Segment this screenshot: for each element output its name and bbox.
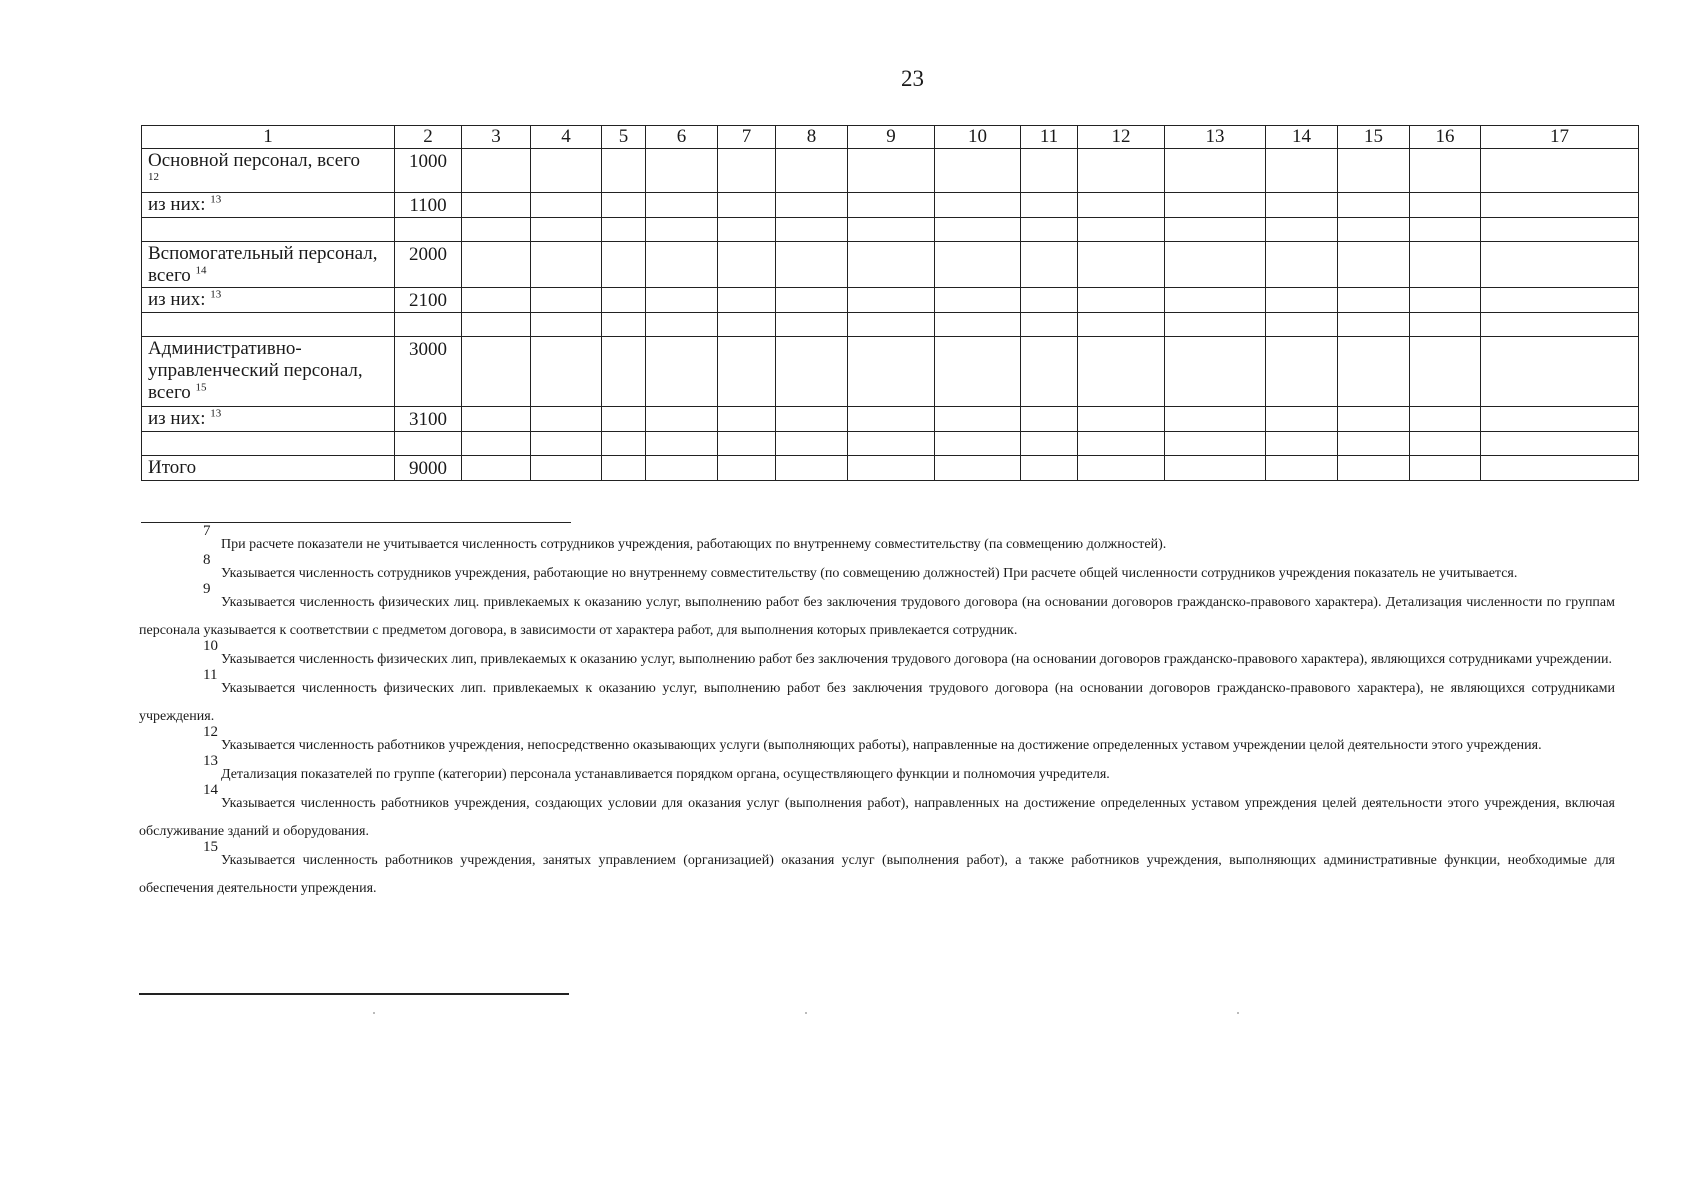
footnote-end-rule — [139, 993, 569, 995]
empty-cell — [646, 337, 718, 407]
empty-cell — [1021, 288, 1078, 313]
empty-cell — [776, 432, 848, 456]
empty-cell — [1410, 218, 1481, 242]
empty-cell — [531, 149, 602, 193]
empty-cell — [1021, 313, 1078, 337]
empty-cell — [1338, 456, 1410, 481]
empty-cell — [531, 456, 602, 481]
footnote-text: Указывается численность физических лиц. привлекаемых к оказанию услуг, выполнению работ без заключения трудового договора (на основании договоров гражданско-правового характера). Детализация численности по группам персонала указывается к соответствии с предметом договора, в зависимости от характера работ, для выполнения которых привлекается сотрудник. — [139, 595, 1615, 638]
empty-cell — [718, 149, 776, 193]
empty-cell — [776, 407, 848, 432]
empty-cell — [935, 456, 1021, 481]
footnote-7: 7При расчете показатели не учитывается численность сотрудников учреждения, работающих по внутреннему совместительству (па совмещению должностей). — [203, 523, 1167, 552]
empty-cell — [1021, 432, 1078, 456]
empty-cell — [1481, 149, 1639, 193]
empty-cell — [462, 193, 531, 218]
table-row — [142, 337, 1639, 407]
empty-cell — [602, 337, 646, 407]
row-code: 9000 — [395, 456, 462, 481]
empty-cell — [718, 242, 776, 288]
empty-cell — [1266, 313, 1338, 337]
column-number: 7 — [718, 126, 776, 149]
empty-cell — [602, 193, 646, 218]
empty-cell — [718, 407, 776, 432]
empty-cell — [1021, 149, 1078, 193]
empty-cell — [462, 288, 531, 313]
empty-cell — [1165, 456, 1266, 481]
empty-cell — [1165, 432, 1266, 456]
column-number: 8 — [776, 126, 848, 149]
empty-cell — [848, 337, 935, 407]
footnote-8: 8Указывается численность сотрудников учреждения, работающие но внутреннему совместительству (по совмещению должностей) При расчете общей численности сотрудников учреждения показатель не учитывается. — [203, 552, 1518, 581]
footnote-ref: 13 — [210, 407, 222, 420]
footnote-text: Указывается численность работников учреждения, непосредственно оказывающих услуги (выполняющих работы), направленные на достижение определенных уставом учреждении целой деятельности этого учреждения. — [221, 738, 1542, 753]
empty-cell — [646, 432, 718, 456]
row-label: Итого — [148, 457, 197, 478]
empty-cell — [1021, 193, 1078, 218]
row-label-cell — [142, 288, 395, 313]
footnote-10: 10Указывается численность физических лип, привлекаемых к оказанию услуг, выполнению работ без заключения трудового договора (на основании договоров гражданско-правового характера), являющихся сотрудниками учреждении. — [203, 638, 1612, 667]
empty-cell — [1266, 432, 1338, 456]
row-label: Основной персонал, всего — [148, 150, 360, 171]
empty-cell — [1481, 218, 1639, 242]
column-number: 9 — [848, 126, 935, 149]
empty-cell — [935, 193, 1021, 218]
empty-cell — [935, 149, 1021, 193]
empty-cell — [462, 407, 531, 432]
empty-cell — [1410, 242, 1481, 288]
empty-cell — [646, 313, 718, 337]
empty-cell — [646, 218, 718, 242]
row-label: из них: — [148, 408, 206, 429]
empty-cell — [1481, 242, 1639, 288]
footnote-text: Указывается численность работников учреждения, занятых управлением (организацией) оказания услуг (выполнения работ), а также работников учреждения, выполняющих административные функции, необходимые для обеспечения деятельности упреждения. — [139, 853, 1615, 896]
empty-cell — [1410, 313, 1481, 337]
row-label-cell — [142, 242, 395, 288]
empty-cell — [776, 149, 848, 193]
column-number: 14 — [1266, 126, 1338, 149]
empty-cell — [1078, 288, 1165, 313]
empty-cell — [1021, 456, 1078, 481]
footnote-ref: 15 — [195, 381, 207, 394]
row-label-cell — [142, 337, 395, 407]
table-row — [142, 456, 1639, 481]
empty-cell — [602, 218, 646, 242]
row-code — [395, 313, 462, 337]
empty-cell — [462, 337, 531, 407]
empty-cell — [1410, 149, 1481, 193]
empty-cell — [1266, 218, 1338, 242]
empty-cell — [646, 193, 718, 218]
empty-cell — [1481, 313, 1639, 337]
empty-cell — [718, 337, 776, 407]
empty-cell — [848, 218, 935, 242]
empty-cell — [1165, 337, 1266, 407]
column-number: 10 — [935, 126, 1021, 149]
row-code — [395, 432, 462, 456]
empty-cell — [1338, 337, 1410, 407]
empty-cell — [848, 407, 935, 432]
empty-cell — [935, 407, 1021, 432]
empty-cell — [602, 313, 646, 337]
empty-cell — [935, 337, 1021, 407]
staff-table — [141, 125, 1639, 481]
empty-cell — [935, 432, 1021, 456]
footnote-15: 15Указывается численность работников учреждения, занятых управлением (организацией) оказания услуг (выполнения работ), а также работников учреждения, выполняющих административные функции, необходимые для обеспечения деятельности упреждения. — [139, 839, 1615, 896]
row-label-cell — [142, 149, 395, 193]
empty-cell — [1410, 407, 1481, 432]
empty-cell — [531, 242, 602, 288]
empty-cell — [1338, 288, 1410, 313]
table-row — [142, 149, 1639, 193]
row-code: 3000 — [395, 337, 462, 407]
empty-cell — [646, 242, 718, 288]
empty-cell — [848, 432, 935, 456]
empty-cell — [1338, 313, 1410, 337]
empty-cell — [718, 193, 776, 218]
footnote-ref: 13 — [210, 288, 222, 301]
empty-cell — [1338, 193, 1410, 218]
empty-cell — [935, 218, 1021, 242]
table-row — [142, 288, 1639, 313]
empty-cell — [1410, 193, 1481, 218]
empty-cell — [1266, 193, 1338, 218]
empty-cell — [1266, 456, 1338, 481]
empty-cell — [1410, 456, 1481, 481]
empty-cell — [602, 242, 646, 288]
empty-cell — [462, 313, 531, 337]
empty-cell — [1078, 337, 1165, 407]
column-number-row — [142, 126, 1639, 149]
empty-cell — [531, 313, 602, 337]
footnote-11: 11Указывается численность физических лип. привлекаемых к оказанию услуг, выполнению работ без заключения трудового договора (на основании договоров гражданско-правового характера), не являющихся сотрудниками учреждения. — [139, 667, 1615, 724]
empty-cell — [1165, 407, 1266, 432]
footnote-text: При расчете показатели не учитывается численность сотрудников учреждения, работающих по внутреннему совместительству (па совмещению должностей). — [221, 537, 1167, 552]
empty-cell — [776, 337, 848, 407]
table-row — [142, 407, 1639, 432]
row-code: 3100 — [395, 407, 462, 432]
empty-cell — [1481, 432, 1639, 456]
footnote-text: Детализация показателей по группе (категории) персонала устанавливается порядком органа, осуществляющего функции и полномочия учредителя. — [221, 767, 1110, 782]
empty-cell — [776, 218, 848, 242]
row-code — [395, 218, 462, 242]
table-row — [142, 242, 1639, 288]
empty-cell — [1021, 407, 1078, 432]
empty-cell — [531, 193, 602, 218]
row-label: Вспомогательный персонал, всего — [148, 243, 378, 286]
empty-cell — [1338, 218, 1410, 242]
empty-cell — [602, 149, 646, 193]
empty-cell — [1410, 432, 1481, 456]
empty-cell — [1078, 432, 1165, 456]
footnote-ref: 12 — [148, 171, 159, 183]
empty-cell — [646, 149, 718, 193]
empty-cell — [1078, 218, 1165, 242]
empty-cell — [1481, 193, 1639, 218]
table-row — [142, 193, 1639, 218]
footnote-9: 9Указывается численность физических лиц. привлекаемых к оказанию услуг, выполнению работ без заключения трудового договора (на основании договоров гражданско-правового характера). Детализация численности по группам персонала указывается к соответствии с предметом договора, в зависимости от характера работ, для выполнения которых привлекается сотрудник. — [139, 581, 1615, 638]
empty-cell — [935, 288, 1021, 313]
footnote-text: Указывается численность физических лип, привлекаемых к оказанию услуг, выполнению работ без заключения трудового договора (на основании договоров гражданско-правового характера), являющихся сотрудниками учреждении. — [221, 652, 1612, 667]
empty-cell — [602, 407, 646, 432]
empty-cell — [1021, 337, 1078, 407]
footnote-text: Указывается численность работников учреждения, создающих условии для оказания услуг (выполнения работ), направленных на достижение определенных уставом упреждения целей деятельности этого учреждения, включая обслуживание зданий и оборудования. — [139, 796, 1615, 839]
empty-cell — [776, 313, 848, 337]
table-row — [142, 432, 1639, 456]
scan-speck — [805, 1012, 807, 1014]
column-number: 11 — [1021, 126, 1078, 149]
page-number: 23 — [901, 66, 924, 91]
row-label-cell — [142, 407, 395, 432]
empty-cell — [935, 313, 1021, 337]
empty-cell — [602, 456, 646, 481]
empty-cell — [1481, 288, 1639, 313]
empty-cell — [776, 193, 848, 218]
empty-cell — [531, 288, 602, 313]
empty-cell — [1481, 337, 1639, 407]
table-row — [142, 218, 1639, 242]
empty-cell — [718, 218, 776, 242]
empty-cell — [848, 242, 935, 288]
row-label-cell — [142, 432, 395, 456]
row-label-cell — [142, 193, 395, 218]
empty-cell — [531, 218, 602, 242]
empty-cell — [1078, 242, 1165, 288]
empty-cell — [646, 288, 718, 313]
empty-cell — [1338, 242, 1410, 288]
empty-cell — [1481, 456, 1639, 481]
column-number: 16 — [1410, 126, 1481, 149]
empty-cell — [718, 288, 776, 313]
empty-cell — [848, 456, 935, 481]
column-number: 3 — [462, 126, 531, 149]
empty-cell — [1165, 218, 1266, 242]
column-number: 4 — [531, 126, 602, 149]
column-number: 2 — [395, 126, 462, 149]
scan-speck — [373, 1012, 375, 1014]
empty-cell — [1266, 337, 1338, 407]
empty-cell — [1165, 313, 1266, 337]
empty-cell — [848, 193, 935, 218]
empty-cell — [646, 407, 718, 432]
footnote-ref: 14 — [195, 264, 207, 277]
empty-cell — [531, 432, 602, 456]
row-code: 2000 — [395, 242, 462, 288]
column-number: 15 — [1338, 126, 1410, 149]
empty-cell — [848, 313, 935, 337]
column-number: 12 — [1078, 126, 1165, 149]
empty-cell — [776, 456, 848, 481]
empty-cell — [776, 242, 848, 288]
empty-cell — [1165, 193, 1266, 218]
empty-cell — [1021, 242, 1078, 288]
footnote-text: Указывается численность физических лип. привлекаемых к оказанию услуг, выполнению работ без заключения трудового договора (на основании договоров гражданско-правового характера), не являющихся сотрудниками учреждения. — [139, 681, 1615, 724]
empty-cell — [1078, 149, 1165, 193]
empty-cell — [1078, 407, 1165, 432]
column-number: 6 — [646, 126, 718, 149]
empty-cell — [1165, 149, 1266, 193]
row-label-cell — [142, 218, 395, 242]
column-number: 5 — [602, 126, 646, 149]
empty-cell — [848, 288, 935, 313]
column-number: 17 — [1481, 126, 1639, 149]
row-code: 1100 — [395, 193, 462, 218]
footnote-12: 12Указывается численность работников учреждения, непосредственно оказывающих услуги (выполняющих работы), направленные на достижение определенных уставом учреждении целой деятельности этого учреждения. — [203, 724, 1542, 753]
row-label: из них: — [148, 289, 206, 310]
row-label-cell — [142, 313, 395, 337]
empty-cell — [462, 149, 531, 193]
empty-cell — [531, 337, 602, 407]
footnote-ref: 13 — [210, 193, 222, 206]
empty-cell — [1021, 218, 1078, 242]
empty-cell — [848, 149, 935, 193]
empty-cell — [646, 456, 718, 481]
empty-cell — [1266, 407, 1338, 432]
empty-cell — [1078, 313, 1165, 337]
empty-cell — [718, 313, 776, 337]
empty-cell — [1266, 242, 1338, 288]
row-label: из них: — [148, 194, 206, 215]
empty-cell — [1410, 288, 1481, 313]
empty-cell — [602, 432, 646, 456]
footnotes — [139, 523, 1615, 903]
footnote-14: 14Указывается численность работников учреждения, создающих условии для оказания услуг (выполнения работ), направленных на достижение определенных уставом упреждения целей деятельности этого учреждения, включая обслуживание зданий и оборудования. — [139, 782, 1615, 839]
row-label-cell — [142, 456, 395, 481]
empty-cell — [718, 456, 776, 481]
row-code: 2100 — [395, 288, 462, 313]
empty-cell — [1078, 193, 1165, 218]
empty-cell — [1481, 407, 1639, 432]
table-row — [142, 313, 1639, 337]
empty-cell — [935, 242, 1021, 288]
empty-cell — [1165, 288, 1266, 313]
empty-cell — [776, 288, 848, 313]
scan-speck — [1237, 1012, 1239, 1014]
empty-cell — [462, 242, 531, 288]
empty-cell — [1410, 337, 1481, 407]
empty-cell — [1338, 432, 1410, 456]
empty-cell — [462, 432, 531, 456]
row-label: Административно-управленческий персонал, всего — [148, 338, 363, 403]
column-number: 13 — [1165, 126, 1266, 149]
empty-cell — [462, 218, 531, 242]
empty-cell — [718, 432, 776, 456]
empty-cell — [1338, 149, 1410, 193]
empty-cell — [1078, 456, 1165, 481]
row-code: 1000 — [395, 149, 462, 193]
footnote-13: 13Детализация показателей по группе (категории) персонала устанавливается порядком органа, осуществляющего функции и полномочия учредителя. — [203, 753, 1110, 782]
empty-cell — [462, 456, 531, 481]
column-number: 1 — [142, 126, 395, 149]
empty-cell — [531, 407, 602, 432]
empty-cell — [1165, 242, 1266, 288]
footnote-text: Указывается численность сотрудников учреждения, работающие но внутреннему совместительству (по совмещению должностей) При расчете общей численности сотрудников учреждения показатель не учитывается. — [221, 566, 1518, 581]
empty-cell — [1266, 288, 1338, 313]
empty-cell — [1266, 149, 1338, 193]
empty-cell — [1338, 407, 1410, 432]
empty-cell — [602, 288, 646, 313]
